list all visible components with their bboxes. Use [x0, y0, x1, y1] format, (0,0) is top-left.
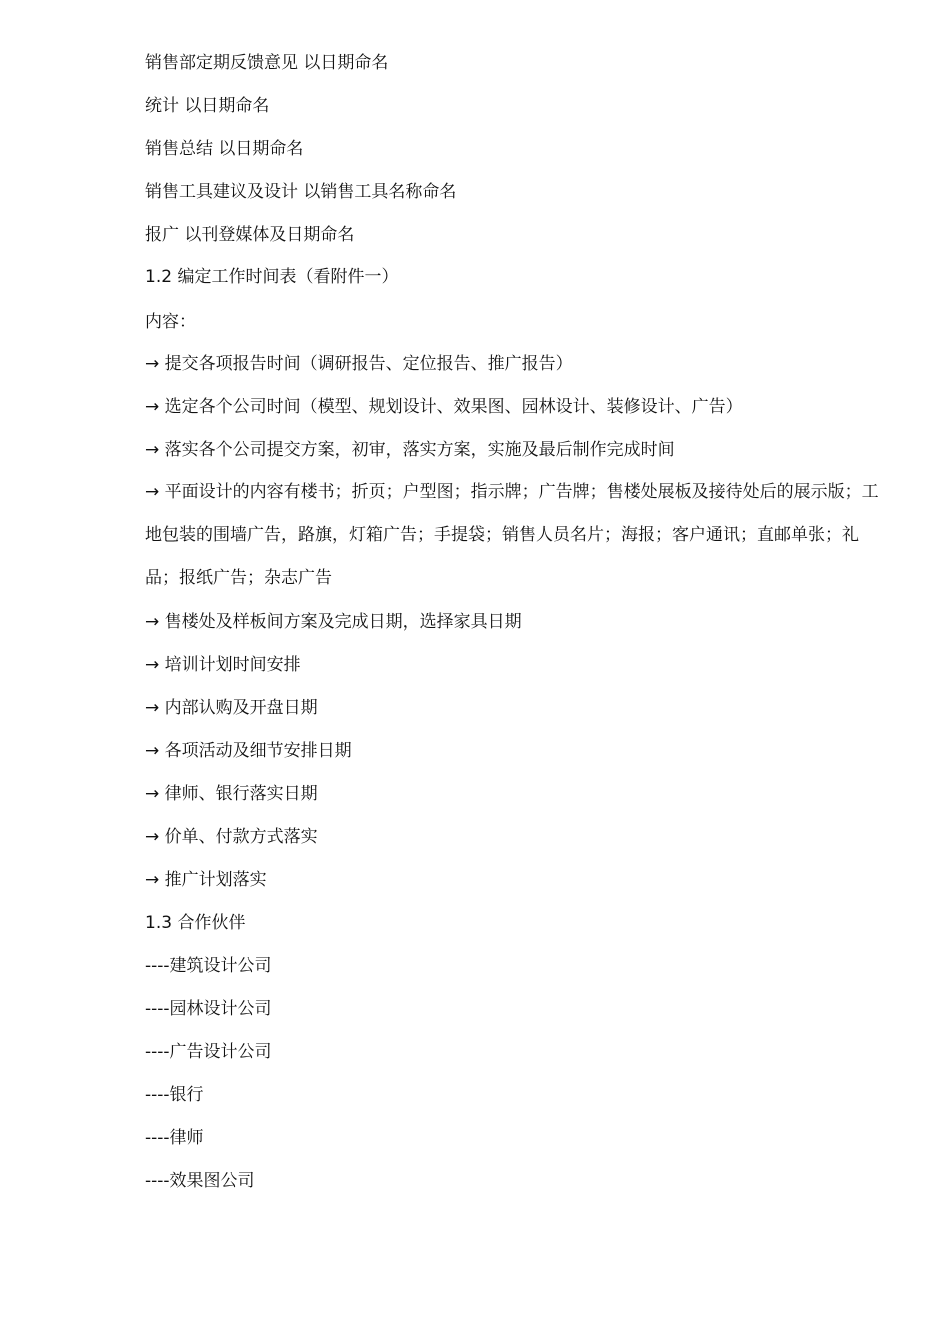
list-item: → 内部认购及开盘日期 — [145, 698, 318, 718]
list-item: → 律师、银行落实日期 — [145, 784, 318, 804]
list-item: → 培训计划时间安排 — [145, 655, 301, 675]
partner-item: ----广告设计公司 — [145, 1042, 272, 1062]
partner-item: ----银行 — [145, 1085, 204, 1105]
content-label: 内容： — [145, 312, 196, 332]
list-item: → 选定各个公司时间（模型、规划设计、效果图、园林设计、装修设计、广告） — [145, 397, 743, 417]
partner-item: ----建筑设计公司 — [145, 956, 272, 976]
text-line-statistics: 统计 以日期命名 — [145, 96, 270, 116]
text-line-sales-tools: 销售工具建议及设计 以销售工具名称命名 — [145, 182, 457, 202]
list-item: → 落实各个公司提交方案，初审，落实方案，实施及最后制作完成时间 — [145, 440, 675, 460]
list-item-long: → 平面设计的内容有楼书；折页；户型图；指示牌；广告牌；售楼处展板及接待处后的展示版；工地包装的围墙广告，路旗，灯箱广告；手提袋；销售人员名片；海报；客户通讯；直邮单张；礼品；报纸广告；杂志广告 — [145, 482, 879, 588]
text-line-newspaper-ads: 报广 以刊登媒体及日期命名 — [145, 225, 355, 245]
partner-item: ----效果图公司 — [145, 1171, 255, 1191]
list-item: → 售楼处及样板间方案及完成日期，选择家具日期 — [145, 612, 522, 632]
partner-item: ----园林设计公司 — [145, 999, 272, 1019]
list-item: → 各项活动及细节安排日期 — [145, 741, 352, 761]
list-item: → 价单、付款方式落实 — [145, 827, 318, 847]
text-line-sales-summary: 销售总结 以日期命名 — [145, 139, 304, 159]
section-heading-1-3: 1.3 合作伙伴 — [145, 913, 246, 933]
list-item: → 推广计划落实 — [145, 870, 267, 890]
section-heading-1-2: 1.2 编定工作时间表（看附件一） — [145, 267, 399, 287]
list-item: → 提交各项报告时间（调研报告、定位报告、推广报告） — [145, 354, 573, 374]
partner-item: ----律师 — [145, 1128, 204, 1148]
text-line-sales-feedback: 销售部定期反馈意见 以日期命名 — [145, 53, 389, 73]
